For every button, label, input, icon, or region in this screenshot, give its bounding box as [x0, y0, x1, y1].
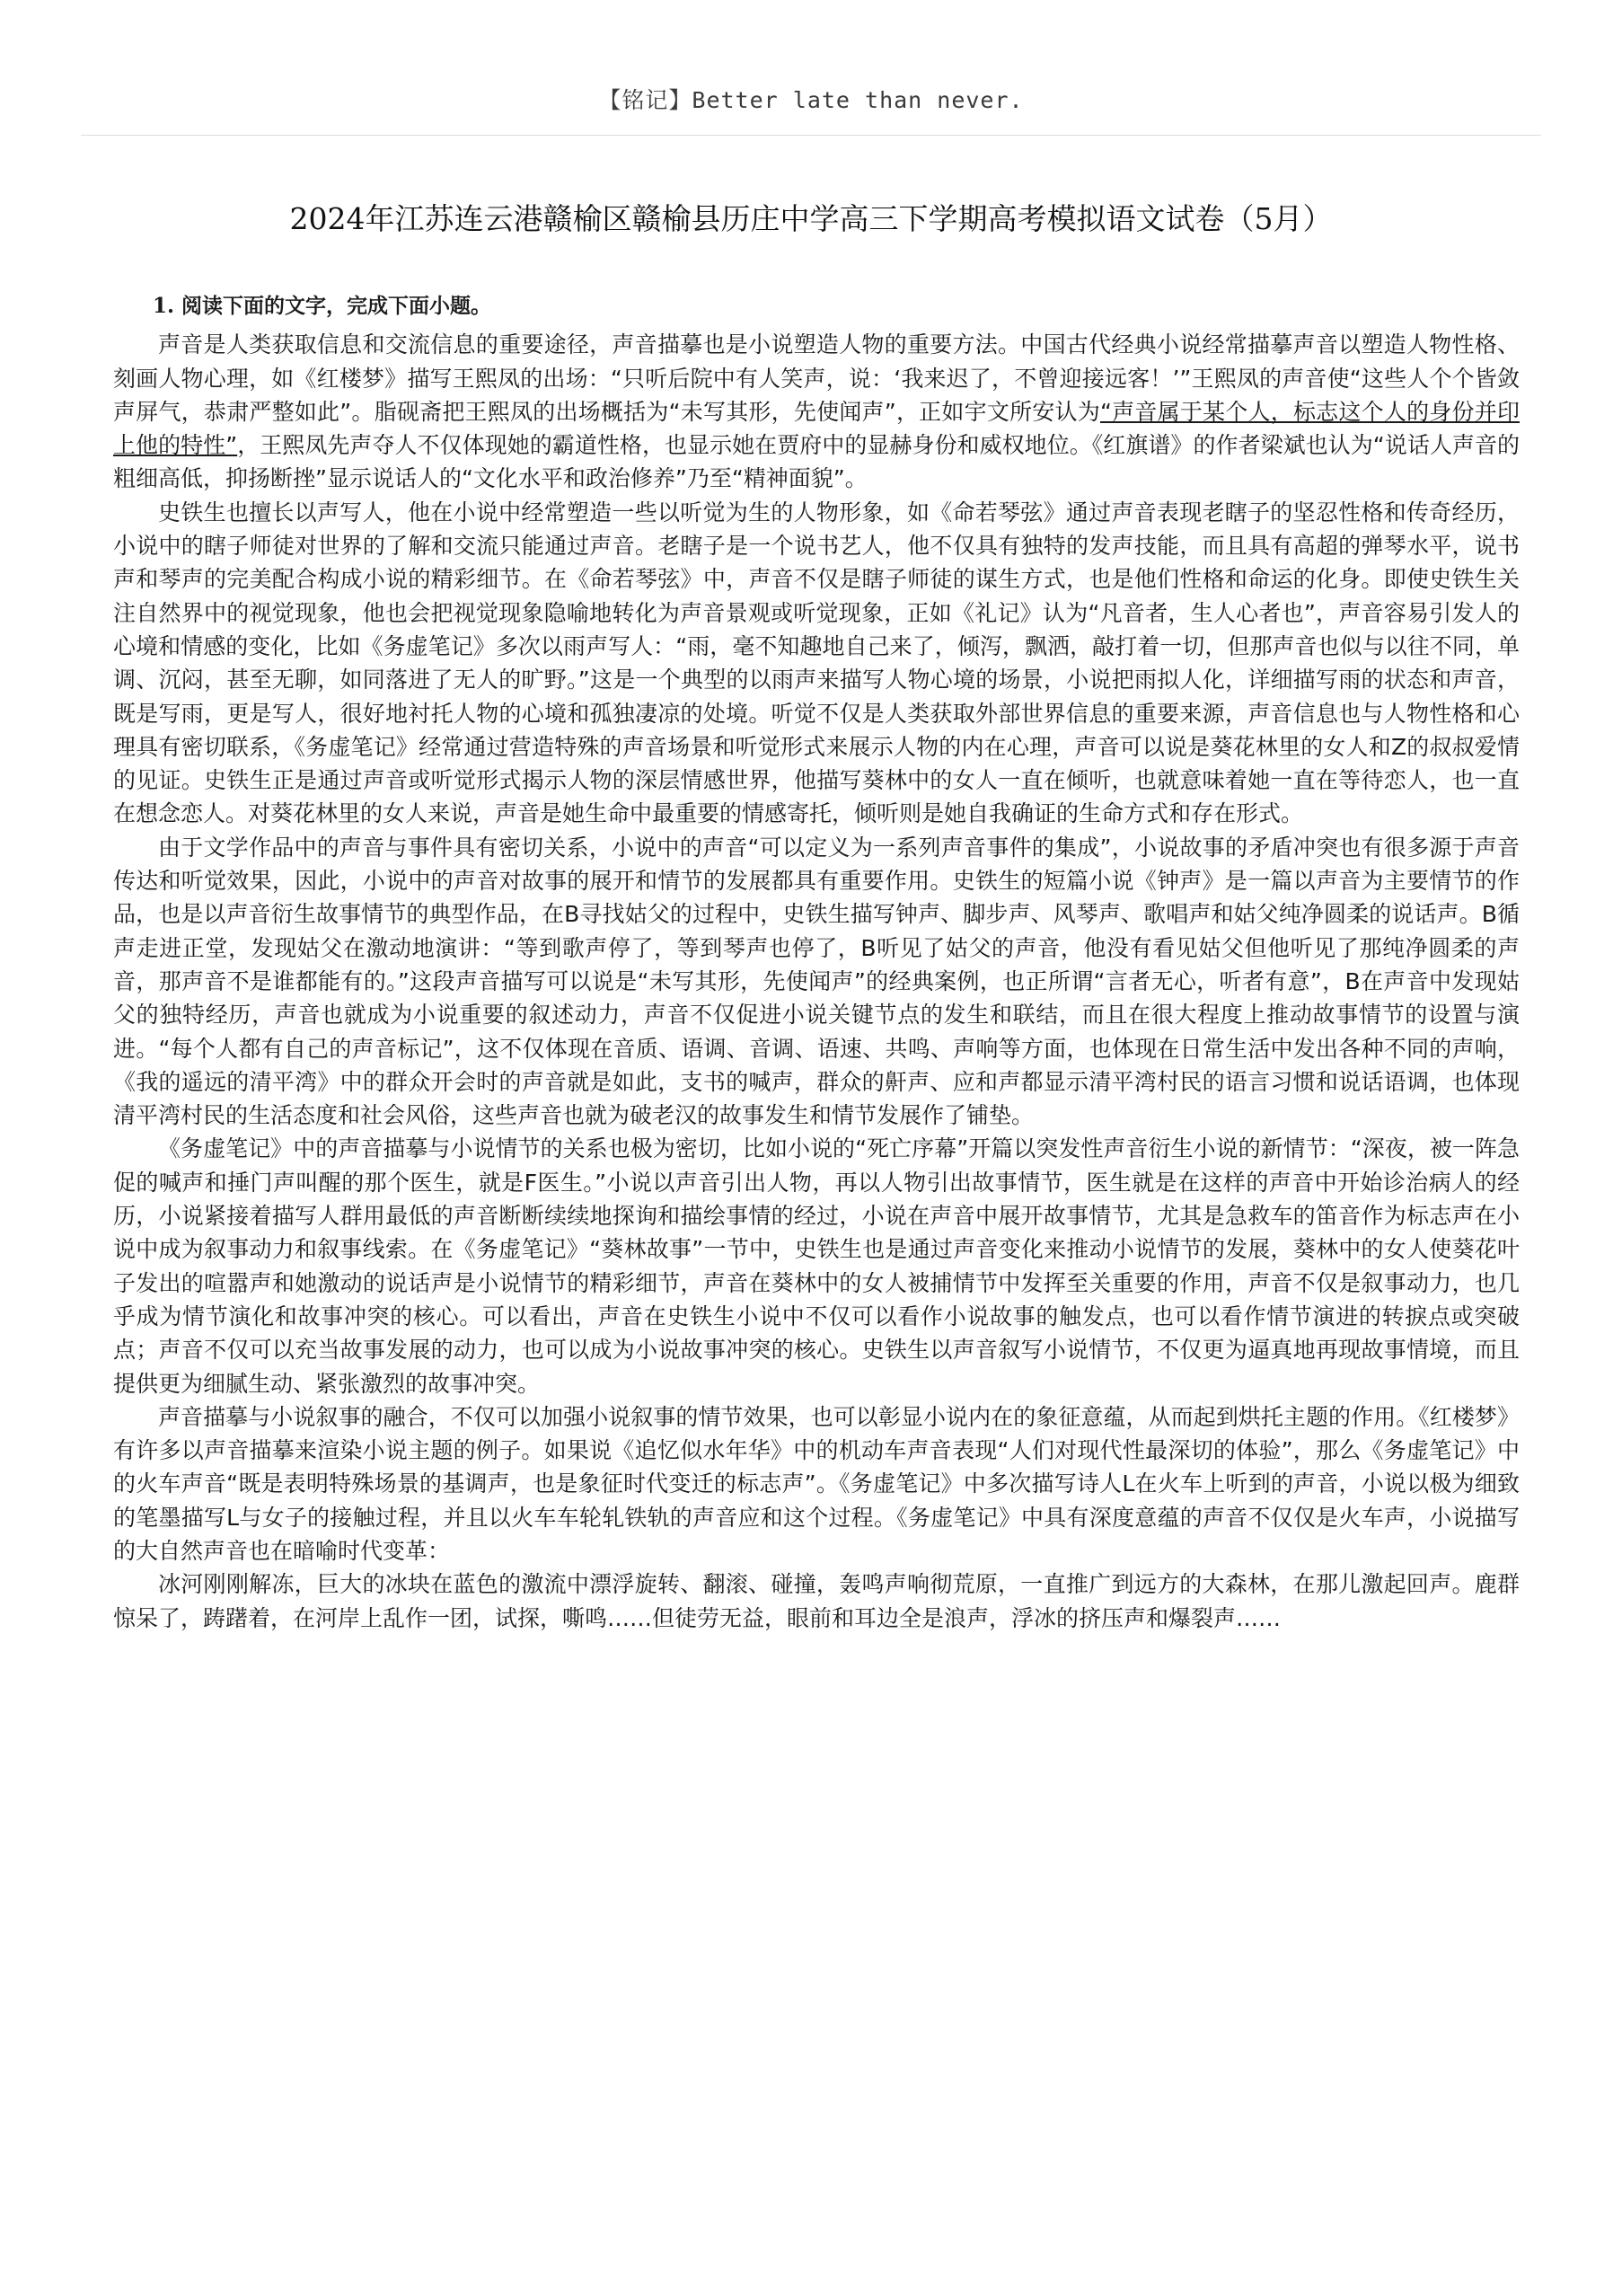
passage-paragraph-6: 冰河刚刚解冻，巨大的冰块在蓝色的激流中漂浮旋转、翻滚、碰撞，轰鸣声响彻荒原，一直推广到远方的大森林，在那儿激起回声。鹿群惊呆了，踌躇着，在河岸上乱作一团，试探，嘶鸣……但徒劳无益，眼前和耳边全是浪声，浮冰的挤压声和爆裂声……: [113, 1571, 1520, 1631]
header-motto: 【铭记】Better late than never.: [598, 87, 1024, 113]
passage-paragraph-1: [113, 328, 1520, 495]
passage-p1-underlined: “声音属于某个人，标志这个人的身份并印上他的特性”: [113, 398, 1520, 459]
header-divider: [81, 135, 1541, 136]
passage-paragraph-2: 史铁生也擅长以声写人，他在小说中经常塑造一些以听觉为生的人物形象，如《命若琴弦》通过声音表现老瞎子的坚忍性格和传奇经历，小说中的瞎子师徒对世界的了解和交流只能通过声音。老瞎子是一个说书艺人，他不仅具有独特的发声技能，而且具有高超的弹琴水平，说书声和琴声的完美配合构成小说的精彩细节。在《命若琴弦》中，声音不仅是瞎子师徒的谋生方式，也是他们性格和命运的化身。即使史铁生关注自然界中的视觉现象，他也会把视觉现象隐喻地转化为声音景观或听觉现象，正如《礼记》认为“凡音者，生人心者也”，声音容易引发人的心境和情感的变化，比如《务虚笔记》多次以雨声写人：“雨，毫不知趣地自己来了，倾泻，飘洒，敲打着一切，但那声音也似与以往不同，单调、沉闷，甚至无聊，如同落进了无人的旷野。”这是一个典型的以雨声来描写人物心境的场景，小说把雨拟人化，详细描写雨的状态和声音，既是写雨，更是写人，很好地衬托人物的心境和孤独凄凉的处境。听觉不仅是人类获取外部世界信息的重要来源，声音信息也与人物性格和心理具有密切联系，《务虚笔记》经常通过营造特殊的声音场景和听觉形式来展示人物的内在心理，声音可以说是葵花林里的女人和Z的叔叔爱情的见证。史铁生正是通过声音或听觉形式揭示人物的深层情感世界，他描写葵林中的女人一直在倾听，也就意味着她一直在等待恋人，也一直在想念恋人。对葵花林里的女人来说，声音是她生命中最重要的情感寄托，倾听则是她自我确证的生命方式和存在形式。: [113, 499, 1520, 827]
passage-paragraph-5: 声音描摹与小说叙事的融合，不仅可以加强小说叙事的情节效果，也可以彰显小说内在的象征意蕴，从而起到烘托主题的作用。《红楼梦》有许多以声音描摹来渲染小说主题的例子。如果说《追忆似水年华》中的机动车声音表现“人们对现代性最深切的体验”，那么《务虚笔记》中的火车声音“既是表明特殊场景的基调声，也是象征时代变迁的标志声”。《务虚笔记》中多次描写诗人L在火车上听到的声音，小说以极为细致的笔墨描写L与女子的接触过程，并且以火车车轮轧铁轨的声音应和这个过程。《务虚笔记》中具有深度意蕴的声音不仅仅是火车声，小说描写的大自然声音也在暗喻时代变革：: [113, 1403, 1520, 1564]
page-title: 2024年江苏连云港赣榆区赣榆县历庄中学高三下学期高考模拟语文试卷（5月）: [289, 201, 1333, 236]
question-prompt: 1. 阅读下面的文字，完成下面小题。: [153, 294, 492, 318]
passage-paragraph-4: 《务虚笔记》中的声音描摹与小说情节的关系也极为密切，比如小说的“死亡序幕”开篇以突发性声音衍生小说的新情节：“深夜，被一阵急促的喊声和捶门声叫醒的那个医生，就是F医生。”小说以声音引出人物，再以人物引出故事情节，医生就是在这样的声音中开始诊治病人的经历，小说紧接着描写人群用最低的声音断断续续地探询和描绘事情的经过，小说在声音中展开故事情节，尤其是急救车的笛音作为标志声在小说中成为叙事动力和叙事线索。在《务虚笔记》“葵林故事”一节中，史铁生也是通过声音变化来推动小说情节的发展，葵林中的女人使葵花叶子发出的喧嚣声和她激动的说话声是小说情节的精彩细节，声音在葵林中的女人被捕情节中发挥至关重要的作用，声音不仅是叙事动力，也几乎成为情节演化和故事冲突的核心。可以看出，声音在史铁生小说中不仅可以看作小说故事的触发点，也可以看作情节演进的转捩点或突破点；声音不仅可以充当故事发展的动力，也可以成为小说故事冲突的核心。史铁生以声音叙写小说情节，不仅更为逼真地再现故事情境，而且提供更为细腻生动、紧张激烈的故事冲突。: [113, 1135, 1520, 1397]
passage-p1-before: 声音是人类获取信息和交流信息的重要途径，声音描摹也是小说塑造人物的重要方法。中国古代经典小说经常描摹声音以塑造人物性格、刻画人物心理，如《红楼梦》描写王熙凤的出场：“只听后院中有人笑声，说：‘我来迟了，不曾迎接远客！’”王熙凤的声音使“这些人个个皆敛声屏气，恭肃严整如此”。脂砚斋把王熙凤的出场概括为“未写其形，先使闻声”，正如宇文所安认为: [113, 331, 1520, 425]
passage-paragraph-3: 由于文学作品中的声音与事件具有密切关系，小说中的声音“可以定义为一系列声音事件的集成”，小说故事的矛盾冲突也有很多源于声音传达和听觉效果，因此，小说中的声音对故事的展开和情节的发展都具有重要作用。史铁生的短篇小说《钟声》是一篇以声音为主要情节的作品，也是以声音衍生故事情节的典型作品，在B寻找姑父的过程中，史铁生描写钟声、脚步声、风琴声、歌唱声和姑父纯净圆柔的说话声。B循声走进正堂，发现姑父在激动地演讲：“等到歌声停了，等到琴声也停了，B听见了姑父的声音，他没有看见姑父但他听见了那纯净圆柔的声音，那声音不是谁都能有的。”这段声音描写可以说是“未写其形，先使闻声”的经典案例，也正所谓“言者无心，听者有意”，B在声音中发现姑父的独特经历，声音也就成为小说重要的叙述动力，声音不仅促进小说关键节点的发生和联结，而且在很大程度上推动故事情节的设置与演进。“每个人都有自己的声音标记”，这不仅体现在音质、语调、音调、语速、共鸣、声响等方面，也体现在日常生活中发出各种不同的声响，《我的遥远的清平湾》中的群众开会时的声音就是如此，支书的喊声，群众的鼾声、应和声都显示清平湾村民的语言习惯和说话语调，也体现清平湾村民的生活态度和社会风俗，这些声音也就为破老汉的故事发生和情节发展作了铺垫。: [113, 834, 1520, 1129]
question-content: [113, 289, 1520, 1635]
passage-p1-after: ，王熙凤先声夺人不仅体现她的霸道性格，也显示她在贾府中的显赫身份和威权地位。《红旗谱》的作者梁斌也认为“说话人声音的粗细高低，抑扬断挫”显示说话人的“文化水平和政治修养”乃至“精神面貌”。: [113, 432, 1521, 492]
